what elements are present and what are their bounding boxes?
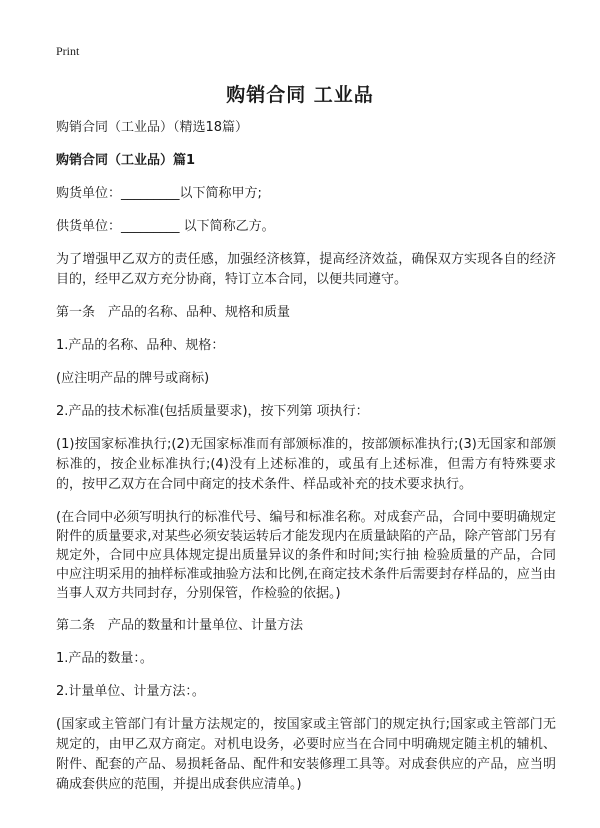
document-subtitle: 购销合同（工业品）（精选18篇） (56, 120, 249, 135)
measurement-note-paragraph: (国家或主管部门有计量方法规定的，按国家或主管部门的规定执行;国家或主管部门无规定的，由甲乙双方商定。对机电设务，必要时应当在合同中明确规定随主机的辅机、附件、配套的产品、易损耗备品、配件和安装修理工具等。对成套供应的产品，应当明确成套供应的范围，并提出成套供应清单。) (56, 717, 556, 792)
buyer-unit-line: 购货单位：_________以下简称甲方; (56, 186, 262, 201)
standards-note-paragraph: (在合同中必须写明执行的标准代号、编号和标准名称。对成套产品，合同中要明确规定附件的质量要求,对某些必须安装运转后才能发现内在质量缺陷的产品，除产管部门另有规定外，合同中应具体规定提出质量异议的条件和时间;实行抽 检验质量的产品，合同中应注明采用的抽样标准或抽验方法和比例,在商定技术条件后需要封存样品的，应当由当事人双方共同封存，分别保管，作检验的依据。) (56, 510, 556, 601)
article-one-item-1: 1.产品的名称、品种、规格： (56, 338, 225, 353)
print-link[interactable]: Print (56, 44, 80, 58)
supplier-unit-line: 供货单位：_________ 以下简称乙方。 (56, 219, 275, 234)
section-heading: 购销合同（工业品）篇1 (56, 153, 196, 168)
article-one-note-brand: (应注明产品的牌号或商标) (56, 371, 210, 386)
article-two-item-1: 1.产品的数量：。 (56, 651, 153, 666)
document-body (56, 118, 556, 808)
article-two-heading: 第二条 产品的数量和计量单位、计量方法 (56, 618, 304, 633)
article-one-item-2: 2.产品的技术标准(包括质量要求)，按下列第 项执行： (56, 404, 369, 419)
document-title: 购销合同 工业品 (226, 84, 374, 106)
standards-options-paragraph: (1)按国家标准执行;(2)无国家标准而有部颁标准的，按部颁标准执行;(3)无国家和部颁标准的，按企业标准执行;(4)没有上述标准的，或虽有上述标准，但需方有特殊要求的，按甲乙双方在合同中商定的技术条件、样品或补充的技术要求执行。 (56, 437, 556, 492)
article-two-item-2: 2.计量单位、计量方法：。 (56, 684, 205, 699)
article-one-heading: 第一条 产品的名称、品种、规格和质量 (56, 305, 291, 320)
preamble-paragraph: 为了增强甲乙双方的责任感，加强经济核算，提高经济效益，确保双方实现各自的经济目的，经甲乙双方充分协商，特订立本合同，以便共同遵守。 (56, 252, 556, 287)
